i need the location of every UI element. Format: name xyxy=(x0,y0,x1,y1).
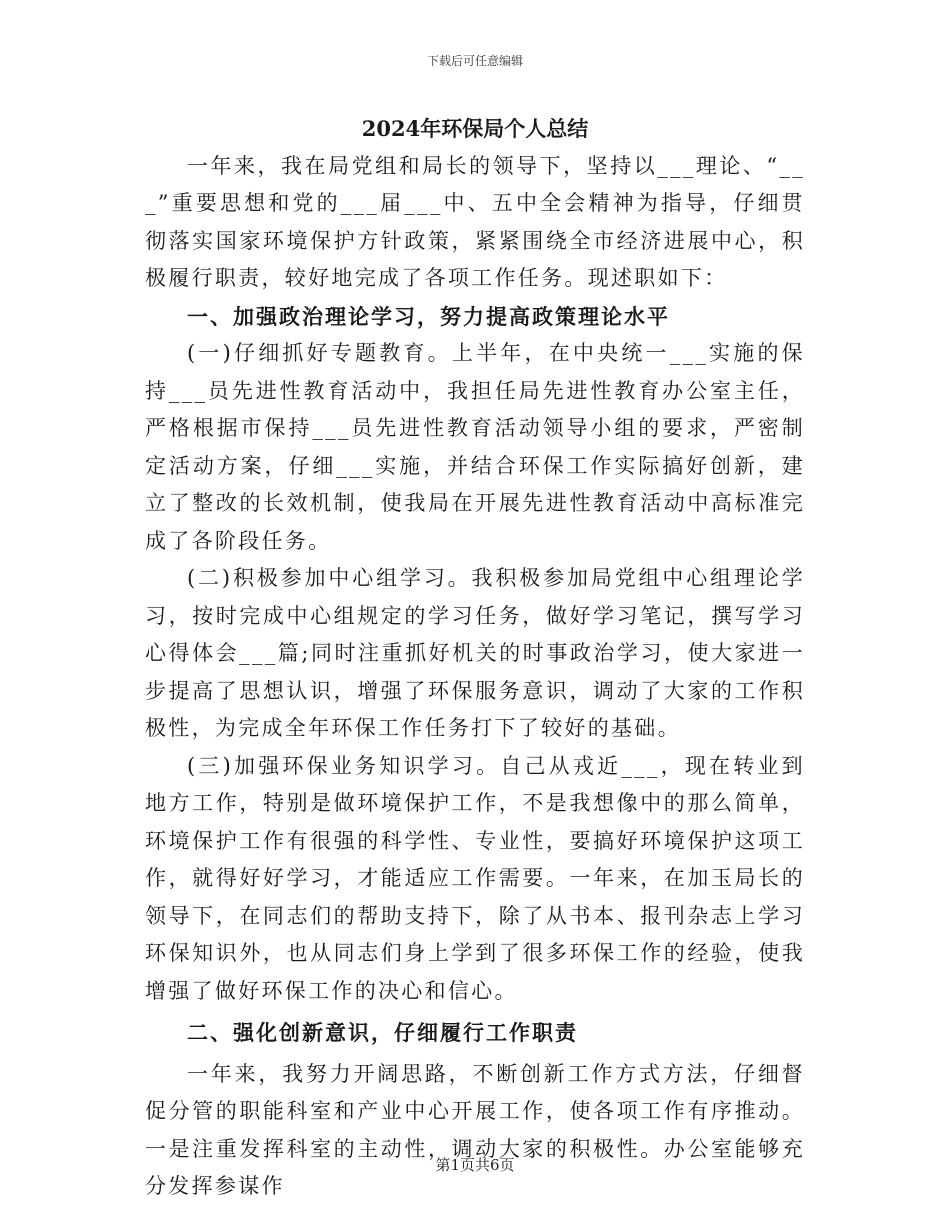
subsection-paragraph-1: (一)仔细抓好专题教育。上半年，在中央统一___实施的保持___员先进性教育活动中，我担任局先进性教育办公室主任，严格根据市保持___员先进性教育活动领导小组的要求，严密制定活动方案，仔细___实施，并结合环保工作实际搞好创新，建立了整改的长效机制，使我局在开展先进性教育活动中高标准完成了各阶段任务。 xyxy=(145,341,805,553)
subsection-paragraph-2: (二)积极参加中心组学习。我积极参加局党组中心组理论学习，按时完成中心组规定的学习任务，做好学习笔记，撰写学习心得体会___篇;同时注重抓好机关的时事政治学习，使大家进一步提高了思想认识，增强了环保服务意识，调动了大家的工作积极性，为完成全年环保工作任务打下了较好的基础。 xyxy=(145,566,805,740)
section-heading-1: 一、加强政治理论学习，努力提高政策理论水平 xyxy=(187,303,670,329)
section-heading-2: 二、强化创新意识，仔细履行工作职责 xyxy=(187,1020,578,1045)
section-2-paragraph: 一年来，我努力开阔思路，不断创新工作方式方法，仔细督促分管的职能科室和产业中心开展工作，使各项工作有序推动。一是注重发挥科室的主动性，调动大家的积极性。办公室能够充分发挥参谋作 xyxy=(145,1061,805,1198)
document-body xyxy=(145,110,805,1206)
page-header: 下载后可任意编辑 xyxy=(426,54,523,68)
subsection-paragraph-3: (三)加强环保业务知识学习。自己从戎近___，现在转业到地方工作，特别是做环境保护工作，不是我想像中的那么简单，环境保护工作有很强的科学性、专业性，要搞好环境保护这项工作，就得好好学习，才能适应工作需要。一年来，在加玉局长的领导下，在同志们的帮助支持下，除了从书本、报刊杂志上学习环保知识外，也从同志们身上学到了很多环保工作的经验，使我增强了做好环保工作的决心和信心。 xyxy=(145,753,805,1003)
document-title: 2024年环保局个人总结 xyxy=(361,116,589,141)
intro-paragraph: 一年来，我在局党组和局长的领导下，坚持以___理论、“___”重要思想和党的___届___中、五中全会精神为指导，仔细贯彻落实国家环境保护方针政策，紧紧围绕全市经济进展中心，积极履行职责，较好地完成了各项工作任务。现述职如下： xyxy=(145,153,805,290)
page-number: 第1页共6页 xyxy=(435,1156,515,1174)
